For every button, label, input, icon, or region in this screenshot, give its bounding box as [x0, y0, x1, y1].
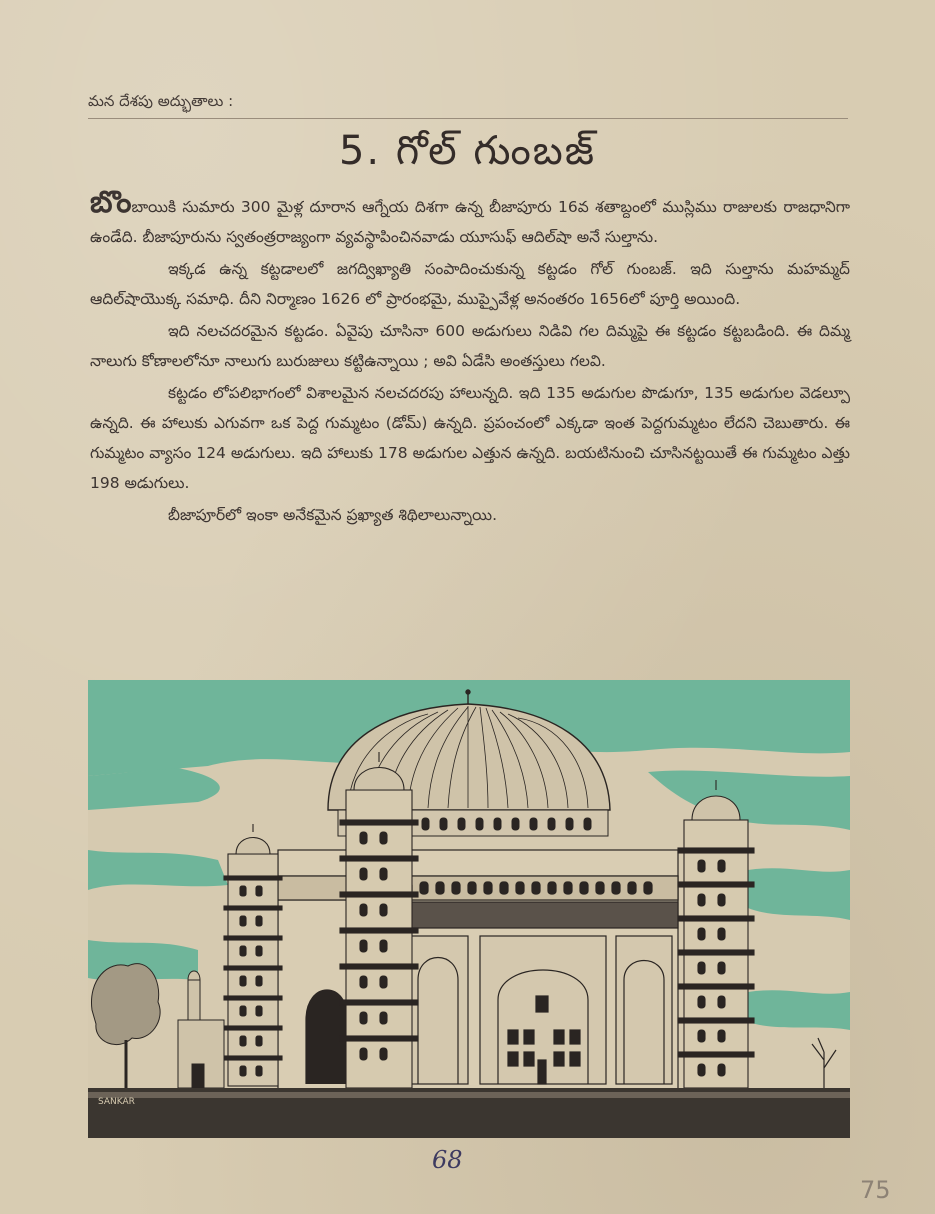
running-head: మన దేశపు అద్భుతాలు :: [88, 92, 848, 119]
page-number: 68: [432, 1146, 463, 1174]
left-tower: [224, 824, 282, 1086]
paragraph: బొంబాయికి సుమారు 300 మైళ్ల దూరాన ఆగ్నేయ దిశగా ఉన్న బీజాపూరు 16వ శతాబ్దంలో ముస్లిము రాజులకు రాజధానిగా ఉండేది. బీజాపూరును స్వతంత్రరాజ్యంగా వ్యవస్థాపించినవాడు యూసుఫ్ ఆదిల్‌షా అనే సుల్తాను.: [90, 185, 850, 246]
ground: [88, 1088, 850, 1138]
corner-page-mark: 75: [860, 1176, 891, 1204]
article-body: [90, 185, 850, 532]
artist-signature: SANKAR: [98, 1097, 135, 1107]
chapter-title: 5. గోల్ గుంబజ్: [338, 128, 597, 174]
paragraph: ఇది నలచదరమైన కట్టడం. ఏవైపు చూసినా 600 అడుగులు నిడివి గల దిమ్మపై ఈ కట్టడం కట్టబడింది. ఈ దిమ్మ నాలుగు కోణాలలోనూ నాలుగు బురుజులు కట్టిఉన్నాయి ; అవి ఏడేసి అంతస్తులు గలవి.: [90, 322, 850, 370]
center-left-tower: [340, 752, 418, 1088]
right-tower: [678, 780, 754, 1088]
paragraph: కట్టడం లోపలిభాగంలో విశాలమైన నలచదరపు హాలున్నది. ఇది 135 అడుగుల పొడుగూ, 135 అడుగుల వెడల్పూ ఉన్నది. ఈ హాలుకు ఎగువగా ఒక పెద్ద గుమ్మటం (డోమ్) ఉన్నది. ప్రపంచంలో ఎక్కడా ఇంత పెద్దగుమ్మటం లేదని చెబుతారు. ఈ గుమ్మటం వ్యాసం 124 అడుగులు. ఇది హాలుకు 178 అడుగుల ఎత్తున ఉన్నది. బయటినుంచి చూసినట్టయితే ఈ గుమ్మటం ఎత్తు 198 అడుగులు.: [90, 384, 850, 492]
main-building: [278, 850, 678, 1090]
paragraph: ఇక్కడ ఉన్న కట్టడాలలో జగద్విఖ్యాతి సంపాదించుకున్న కట్టడం గోల్ గుంబజ్. ఇది సుల్తాను మహమ్మద్ ఆదిల్‌షాయొక్క సమాధి. దీని నిర్మాణం 1626 లో ప్రారంభమై, ముప్పైవేళ్ల అనంతరం 1656లో పూర్తి అయింది.: [90, 260, 850, 308]
paragraph: బీజాపూర్‌లో ఇంకా అనేకమైన ప్రఖ్యాత శిథిలాలున్నాయి.: [168, 506, 498, 524]
gol-gumbaz-illustration: [88, 680, 850, 1138]
